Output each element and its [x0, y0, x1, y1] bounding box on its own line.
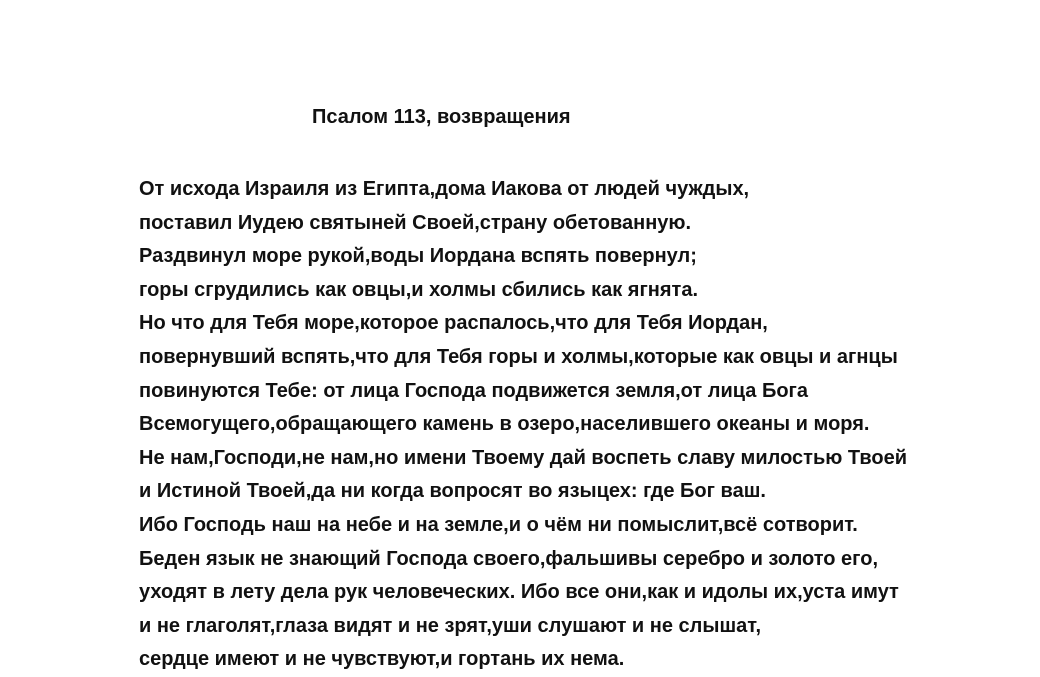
text-line: Не нам,Господи,не нам,но имени Твоему дай воспеть славу милостью Твоей — [139, 446, 908, 469]
text-line: повинуются Тебе: от лица Господа подвижется земля,от лица Бога — [139, 379, 809, 402]
text-line: уходят в лету дела рук человеческих. Ибо все они,как и идолы их,уста имут — [139, 581, 899, 604]
text-line: поставил Иудею святыней Своей,страну обетованную. — [139, 211, 692, 234]
psalm-text — [139, 173, 907, 677]
text-line: Беден язык не знающий Господа своего,фальшивы серебро и золото его, — [139, 547, 879, 570]
text-line: повернувший вспять,что для Тебя горы и холмы,которые как овцы и агнцы — [139, 345, 898, 368]
text-line: и не глаголят,глаза видят и не зрят,уши слушают и не слышат, — [139, 614, 762, 637]
text-line: горы сгрудились как овцы,и холмы сбились как ягнята. — [139, 278, 699, 301]
text-line: Ибо Господь наш на небе и на земле,и о чём ни помыслит,всё сотворит. — [139, 513, 858, 536]
text-line: Но что для Тебя море,которое распалось,что для Тебя Иордан, — [139, 312, 768, 335]
document-title: Псалом 113, возвращения — [312, 106, 571, 128]
text-line: Всемогущего,обращающего камень в озеро,населившего океаны и моря. — [139, 413, 870, 436]
text-line: От исхода Израиля из Египта,дома Иакова от людей чуждых, — [139, 178, 750, 200]
text-line: сердце имеют и не чувствуют,и гортань их нема. — [139, 648, 625, 671]
text-line: и Истиной Твоей,да ни когда вопросят во языцех: где Бог ваш. — [139, 480, 766, 503]
text-line: Раздвинул море рукой,воды Иордана вспять повернул; — [139, 245, 697, 268]
